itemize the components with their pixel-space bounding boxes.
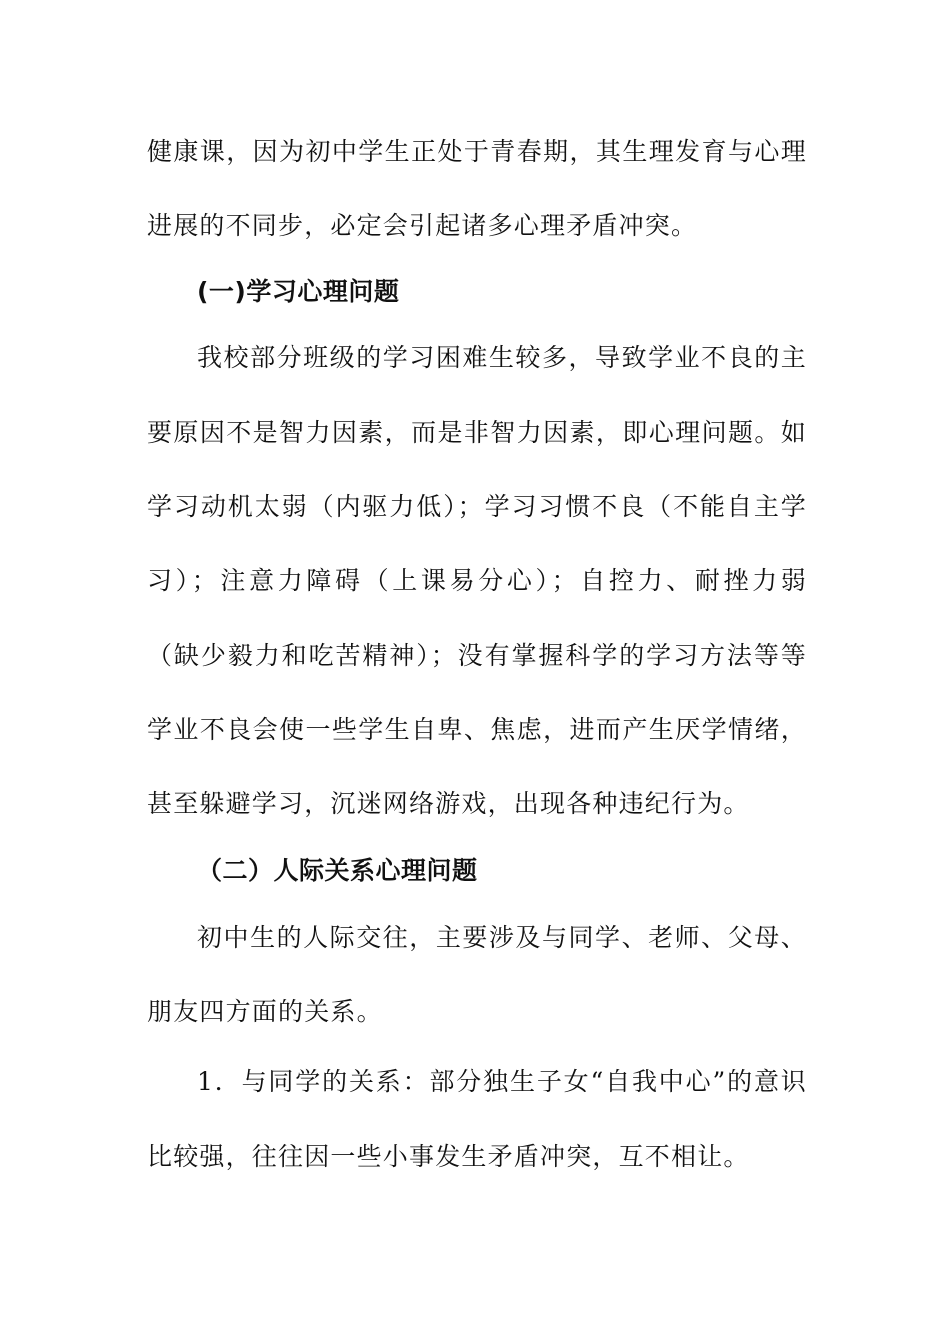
body-text-line: 朋友四方面的关系。 (147, 997, 383, 1026)
section-heading: (一)学习心理问题 (197, 277, 400, 306)
body-text-line: 甚至躲避学习，沉迷网络游戏，出现各种违纪行为。 (147, 789, 750, 818)
body-text-line: 学业不良会使一些学生自卑、焦虑，进而产生厌学情绪， (147, 715, 807, 744)
body-text-line: 1．与同学的关系：部分独生子女“自我中心”的意识 (197, 1067, 807, 1096)
body-text-line: 健康课，因为初中学生正处于青春期，其生理发育与心理 (147, 137, 807, 166)
section-heading: （二）人际关系心理问题 (197, 856, 478, 885)
body-text-line: 要原因不是智力因素，而是非智力因素，即心理问题。如 (147, 418, 807, 447)
body-text-line: 我校部分班级的学习困难生较多，导致学业不良的主 (197, 343, 807, 372)
body-text-line: 初中生的人际交往，主要涉及与同学、老师、父母、 (197, 923, 807, 952)
body-text-line: 进展的不同步，必定会引起诸多心理矛盾冲突。 (147, 211, 698, 240)
body-text-line: 比较强，往往因一些小事发生矛盾冲突，互不相让。 (147, 1142, 750, 1171)
body-text-line: 习）；注意力障碍（上课易分心）；自控力、耐挫力弱 (147, 566, 807, 595)
body-text-line: 学习动机太弱（内驱力低）；学习习惯不良（不能自主学 (147, 492, 807, 521)
body-text-line: （缺少毅力和吃苦精神）；没有掌握科学的学习方法等等 (147, 641, 807, 670)
